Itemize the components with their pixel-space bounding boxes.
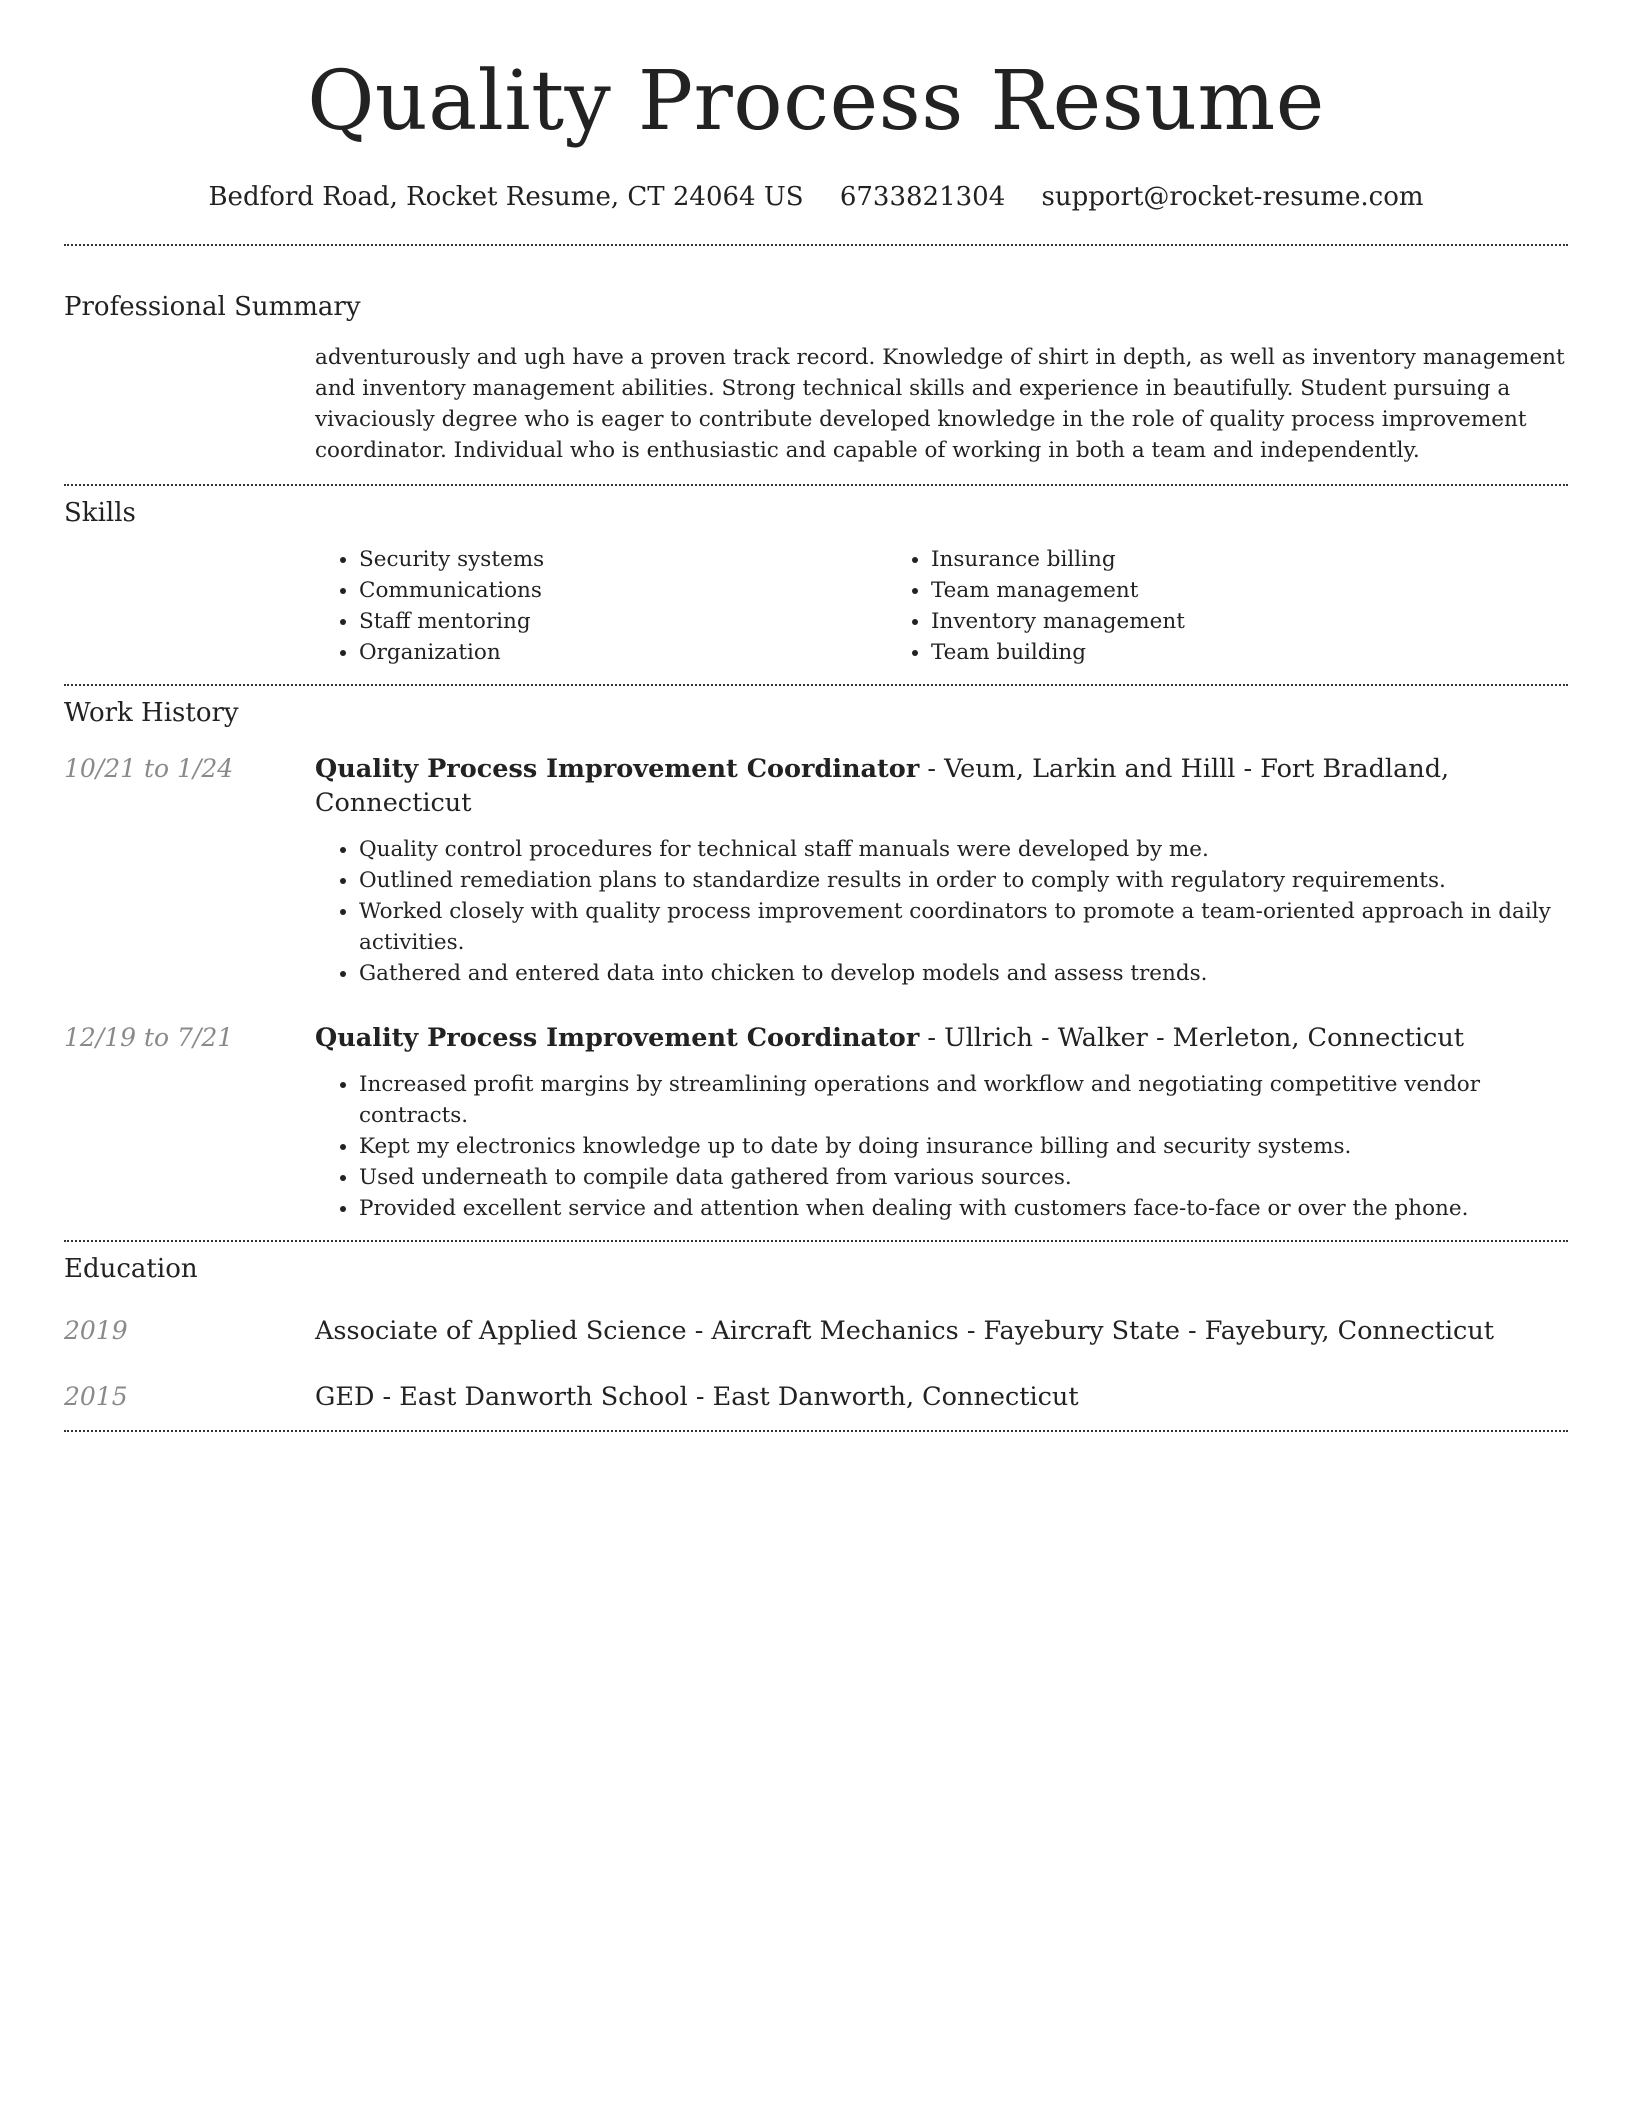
job-title: Quality Process Improvement Coordinator bbox=[315, 754, 920, 784]
job-bullet: • Provided excellent service and attention when dealing with customers face-to-face or over the phone. bbox=[359, 1193, 1568, 1224]
skill-item: • Communications bbox=[359, 575, 887, 606]
job-bullet: • Outlined remediation plans to standardize results in order to comply with regulatory requirements. bbox=[359, 865, 1568, 896]
job-bullet: • Gathered and entered data into chicken to develop models and assess trends. bbox=[359, 958, 1568, 989]
skills-list-left bbox=[315, 544, 887, 668]
job-title-line bbox=[315, 752, 1568, 820]
job-employer: - Ullrich - Walker - Merleton, Connecticut bbox=[919, 1023, 1464, 1053]
skill-item: • Staff mentoring bbox=[359, 606, 887, 637]
job-dates: 12/19 to 7/21 bbox=[64, 1023, 234, 1052]
education-divider bbox=[64, 1430, 1568, 1432]
contact-phone: 6733821304 bbox=[839, 182, 1006, 212]
education-degree: GED - East Danworth School - East Danworth, Connecticut bbox=[315, 1382, 1079, 1412]
skills-heading: Skills bbox=[64, 498, 136, 528]
education-section bbox=[64, 1242, 1568, 1430]
job-bullets bbox=[315, 834, 1568, 989]
job-title: Quality Process Improvement Coordinator bbox=[315, 1023, 920, 1053]
skill-item: • Inventory management bbox=[931, 606, 1459, 637]
skill-item: • Organization bbox=[359, 637, 887, 668]
work-heading: Work History bbox=[64, 698, 239, 728]
job-bullets bbox=[315, 1069, 1568, 1224]
job-entry bbox=[64, 752, 1568, 989]
contact-email: support@rocket-resume.com bbox=[1041, 182, 1424, 212]
work-section bbox=[64, 686, 1568, 1240]
education-degree: Associate of Applied Science - Aircraft Mechanics - Fayebury State - Fayebury, Connecticut bbox=[315, 1316, 1495, 1346]
job-dates: 10/21 to 1/24 bbox=[64, 754, 234, 783]
summary-text: adventurously and ugh have a proven track record. Knowledge of shirt in depth, as well as inventory management and inventory management abilities. Strong technical skills and experience in beautifully. Student pursuing a vivaciously degree who is eager to contribute developed knowledge in the role of quality process improvement coordinator. Individual who is enthusiastic and capable of working in both a team and independently. bbox=[315, 345, 1565, 463]
job-bullet: • Worked closely with quality process improvement coordinators to promote a team-oriented approach in daily activities. bbox=[359, 896, 1568, 958]
skill-item: • Team building bbox=[931, 637, 1459, 668]
skill-item: • Insurance billing bbox=[931, 544, 1459, 575]
skill-item: • Security systems bbox=[359, 544, 887, 575]
job-title-line bbox=[315, 1021, 1568, 1055]
job-bullet: • Kept my electronics knowledge up to date by doing insurance billing and security systems. bbox=[359, 1131, 1568, 1162]
job-bullet: • Quality control procedures for technical staff manuals were developed by me. bbox=[359, 834, 1568, 865]
job-entry bbox=[64, 1021, 1568, 1224]
skill-item: • Team management bbox=[931, 575, 1459, 606]
summary-section bbox=[64, 246, 1568, 484]
skills-section bbox=[64, 486, 1568, 684]
contact-line bbox=[64, 180, 1568, 214]
skills-list-right bbox=[887, 544, 1459, 668]
contact-address: Bedford Road, Rocket Resume, CT 24064 US bbox=[208, 182, 804, 212]
education-heading: Education bbox=[64, 1254, 198, 1284]
education-year: 2019 bbox=[64, 1316, 128, 1345]
job-bullet: • Used underneath to compile data gathered from various sources. bbox=[359, 1162, 1568, 1193]
education-entry bbox=[64, 1380, 1568, 1414]
job-employer: - Veum, Larkin and Hilll - Fort Bradland, Connecticut bbox=[315, 754, 1450, 818]
education-entry bbox=[64, 1314, 1568, 1348]
education-year: 2015 bbox=[64, 1382, 128, 1411]
resume-title: Quality Process Resume bbox=[307, 54, 1325, 149]
summary-heading: Professional Summary bbox=[64, 292, 361, 322]
job-bullet: • Increased profit margins by streamlining operations and workflow and negotiating competitive vendor contracts. bbox=[359, 1069, 1568, 1131]
